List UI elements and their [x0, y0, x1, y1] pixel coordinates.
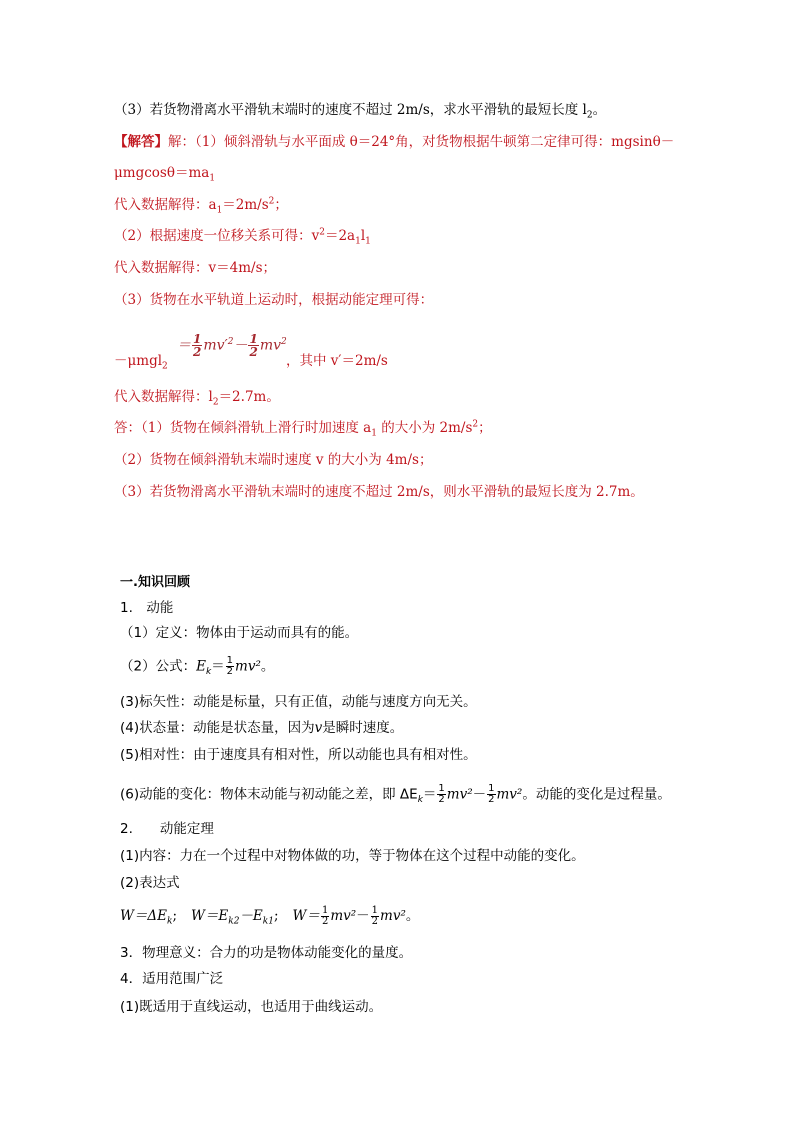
expression-title: (2)表达式	[120, 875, 180, 891]
relativity-property: (5)相对性：由于速度具有相对性，所以动能也具有相对性。	[120, 747, 477, 763]
theorem-expressions: $W=\Delta E_k$; $W=E_{k2}-E_{k1}$; W＝ $\frac{1}{2}$ mv²－ $\frac{1}{2}$ mv²。	[120, 905, 420, 927]
solution-bracket: 【解答】	[114, 134, 168, 150]
change-fraction-1: $\frac{1}{2}$	[438, 783, 445, 805]
answer-3: （3）若货物滑离水平滑轨末端时的速度不超过 2m/s，则水平滑轨的最短长度为 2.7m。	[114, 484, 644, 500]
energy-equation: ＝ $\frac{1}{2}$ $mv'^2-$ $\frac{1}{2}$ $mv^2$	[177, 332, 287, 359]
solution-line-4: （2）根据速度一位移关系可得：$v^2=2a_1l_1$	[114, 227, 371, 247]
w-fraction-2: $\frac{1}{2}$	[371, 905, 379, 927]
half-fraction: $\frac{1}{2}$	[226, 655, 234, 677]
w-fraction-1: $\frac{1}{2}$	[321, 905, 329, 927]
solution-line-5: 代入数据解得：v＝4m/s；	[114, 260, 276, 276]
solution-line-8: 代入数据解得：$l_2=2.7m$。	[114, 389, 280, 408]
physical-meaning: 3．物理意义：合力的功是物体动能变化的量度。	[120, 945, 413, 961]
eq-fraction-1: $\frac{1}{2}$	[193, 332, 202, 359]
change-fraction-2: $\frac{1}{2}$	[488, 783, 495, 805]
scope-item-1: (1)既适用于直线运动，也适用于曲线运动。	[120, 999, 383, 1015]
formula-line: （2）公式：$E_k=$ $\frac{1}{2}$ mv²。	[120, 655, 275, 678]
kinetic-energy-change: (6)动能的变化：物体末动能与初动能之差，即 $\Delta E_k=$ $\frac{1}{2}$ mv²－ $\frac{1}{2}$ mv²。动能的变化是过程量。	[120, 783, 671, 806]
solution-line-7-tail: ，其中 v′＝2m/s	[286, 353, 388, 369]
section-2-title: 2. 动能定理	[120, 821, 214, 837]
definition: （1）定义：物体由于运动而具有的能。	[120, 625, 359, 641]
answer-2: （2）货物在倾斜滑轨末端时速度 v 的大小为 4m/s；	[114, 452, 433, 468]
review-heading: 一.知识回顾	[120, 575, 190, 590]
scalar-property: (3)标矢性：动能是标量，只有正值，动能与速度方向无关。	[120, 694, 477, 710]
answer-1: 答：（1）货物在倾斜滑轨上滑行时加速度 $a_1$ 的大小为 $2m/s^2$；	[114, 419, 492, 439]
theorem-content: (1)内容：力在一个过程中对物体做的功，等于物体在这个过程中动能的变化。	[120, 848, 585, 864]
section-1-title: 1. 动能	[120, 600, 174, 616]
scope-title: 4．适用范围广泛	[120, 971, 224, 987]
problem-q3: （3）若货物滑离水平滑轨末端时的速度不超过 2m/s，求水平滑轨的最短长度 $l_2$。	[114, 102, 607, 121]
solution-line-7-left: －μmgl$_2$	[114, 353, 168, 372]
solution-line-6: （3）货物在水平轨道上运动时，根据动能定理可得：	[114, 292, 434, 308]
state-property: (4)状态量：动能是状态量，因为v是瞬时速度。	[120, 720, 404, 736]
solution-line-1: 【解答】解：（1）倾斜滑轨与水平面成 θ＝24°角，对货物根据牛顿第二定律可得：mgsinθ－	[114, 134, 675, 150]
solution-line-3: 代入数据解得：$a_1=2m/s^2$；	[114, 196, 288, 216]
eq-fraction-2: $\frac{1}{2}$	[249, 332, 258, 359]
solution-line-2: $\mu mgcos\theta=ma_1$	[114, 165, 216, 184]
